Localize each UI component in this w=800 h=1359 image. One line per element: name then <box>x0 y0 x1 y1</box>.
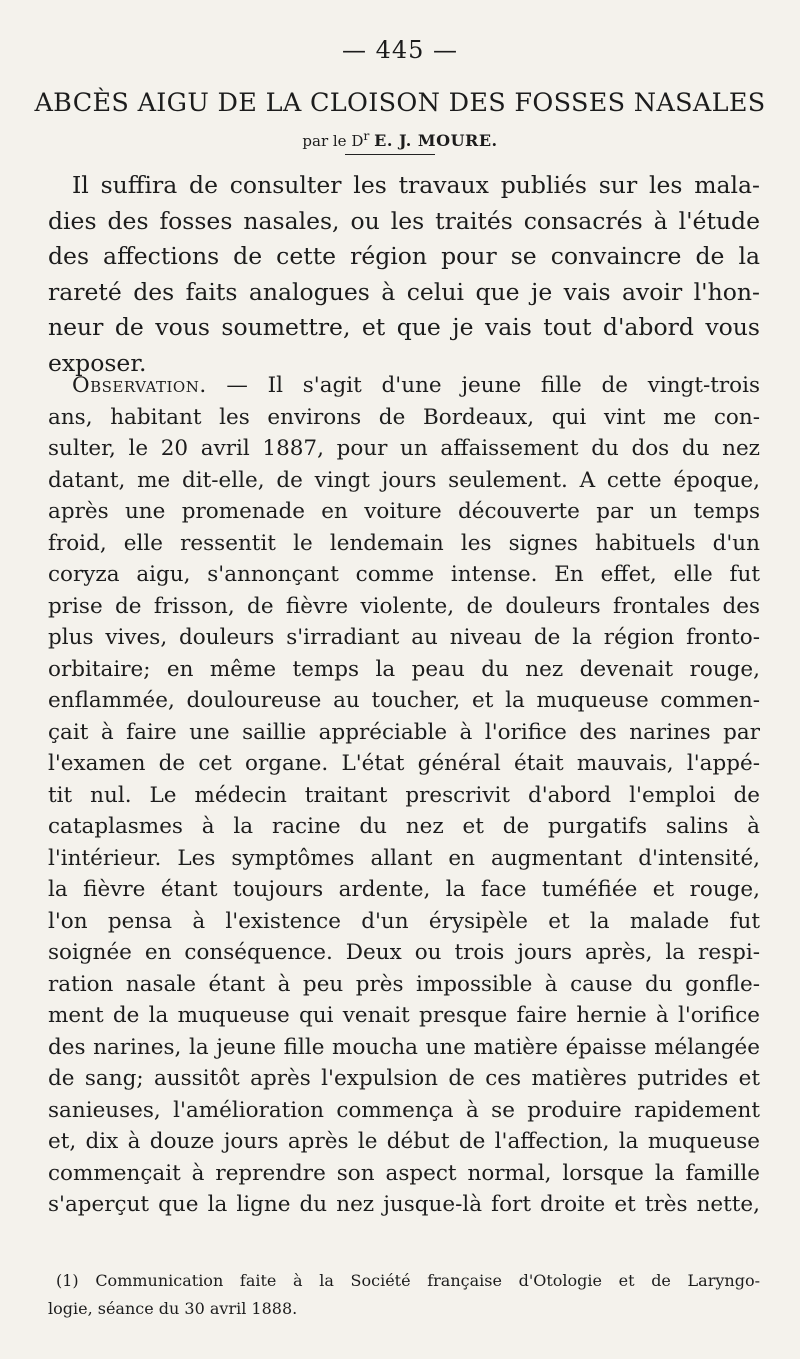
paragraph-line: enflammée, douloureuse au toucher, et la muqueuse commen- <box>48 688 760 713</box>
paragraph-line: plus vives, douleurs s'irradiant au niveau de la région fronto- <box>48 625 760 650</box>
footnote-line: (1) Communication faite à la Société française d'Otologie et de Laryngo- <box>56 1271 760 1290</box>
paragraph-line: s'aperçut que la ligne du nez jusque-là fort droite et très nette, <box>48 1192 760 1217</box>
byline <box>0 128 800 150</box>
observation-label: Observation. <box>72 373 207 398</box>
byline-sup: r <box>363 128 370 143</box>
paragraph-line: l'examen de cet organe. L'état général était mauvais, l'appé- <box>48 751 760 776</box>
paragraph-line: orbitaire; en même temps la peau du nez devenait rouge, <box>48 656 760 682</box>
byline-prefix: par le D <box>302 132 364 150</box>
paragraph-line: exposer. <box>48 348 147 377</box>
footnote <box>48 1267 760 1323</box>
paragraph-line: ment de la muqueuse qui venait presque faire hernie à l'orifice <box>48 1003 760 1028</box>
paragraph-line: l'intérieur. Les symptômes allant en augmentant d'intensité, <box>48 845 760 871</box>
paragraph-line: Il suffira de consulter les travaux publiés sur les mala- <box>72 171 760 199</box>
observation-paragraph <box>48 370 760 1221</box>
paragraph-line: des affections de cette région pour se convaincre de la <box>48 242 760 270</box>
page-number: — 445 — <box>341 36 459 64</box>
paragraph-line: des narines, la jeune fille moucha une matière épaisse mélangée <box>48 1034 760 1060</box>
paragraph-line: prise de frisson, de fièvre violente, de douleurs frontales des <box>48 593 760 619</box>
author-name: E. J. MOURE. <box>374 131 498 150</box>
paragraph-line: froid, elle ressentit le lendemain les signes habituels d'un <box>48 530 760 556</box>
paragraph-line: dies des fosses nasales, ou les traités consacrés à l'étude <box>48 206 760 235</box>
footnote-line: logie, séance du 30 avril 1888. <box>48 1299 298 1318</box>
paragraph-line: datant, me dit-elle, de vingt jours seulement. A cette époque, <box>48 467 760 493</box>
paragraph-line: neur de vous soumettre, et que je vais tout d'abord vous <box>48 313 760 341</box>
paragraph-line: l'on pensa à l'existence d'un érysipèle et la malade fut <box>48 908 760 934</box>
article-title: ABCÈS AIGU DE LA CLOISON DES FOSSES NASALES <box>34 88 766 118</box>
observation-first-text: — Il s'agit d'une jeune fille de vingt-trois <box>206 373 760 398</box>
intro-paragraph <box>48 168 760 381</box>
observation-first-line <box>48 370 760 402</box>
paragraph-line: après une promenade en voiture découverte par un temps <box>48 499 760 524</box>
paragraph-line: rareté des faits analogues à celui que je vais avoir l'hon- <box>48 277 760 306</box>
paragraph-line: çait à faire une saillie appréciable à l'orifice des narines par <box>48 719 760 745</box>
title-rule <box>345 154 435 155</box>
paragraph-line: et, dix à douze jours après le début de l'affection, la muqueuse <box>48 1129 760 1154</box>
paragraph-line: cataplasmes à la racine du nez et de purgatifs salins à <box>48 814 760 839</box>
paragraph-line: tit nul. Le médecin traitant prescrivit d'abord l'emploi de <box>48 782 760 808</box>
paragraph-line: la fièvre étant toujours ardente, la face tuméfiée et rouge, <box>48 877 760 902</box>
paragraph-line: soignée en conséquence. Deux ou trois jours après, la respi- <box>48 940 760 965</box>
paragraph-line: ration nasale étant à peu près impossible à cause du gonfle- <box>48 971 760 997</box>
paragraph-line: de sang; aussitôt après l'expulsion de ces matières putrides et <box>48 1066 760 1091</box>
paragraph-line: coryza aigu, s'annonçant comme intense. En effet, elle fut <box>48 562 760 587</box>
paragraph-line: sanieuses, l'amélioration commença à se produire rapidement <box>48 1097 760 1123</box>
paragraph-line: ans, habitant les environs de Bordeaux, qui vint me con- <box>48 404 760 430</box>
paragraph-line: commençait à reprendre son aspect normal, lorsque la famille <box>48 1160 760 1186</box>
paragraph-line: sulter, le 20 avril 1887, pour un affaissement du dos du nez <box>48 436 760 461</box>
